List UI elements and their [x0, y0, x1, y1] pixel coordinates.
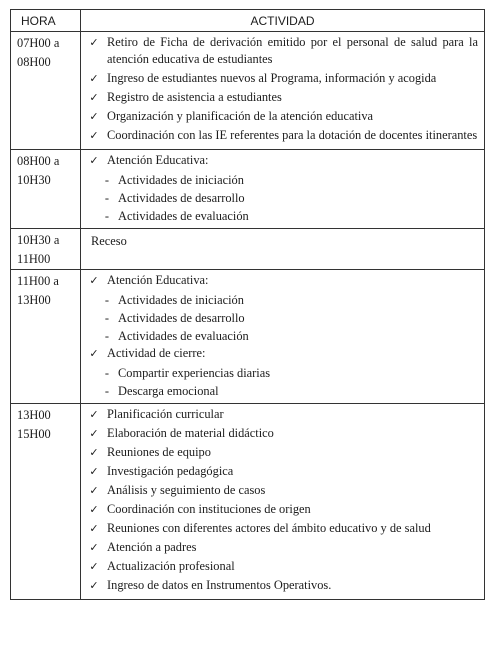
checkmark-icon: ✓: [89, 347, 99, 360]
header-row: [11, 10, 485, 32]
activity-text: Retiro de Ficha de derivación emitido por el personal de salud para la atención educativa de estudiantes: [107, 35, 478, 66]
activity-text: Reuniones con diferentes actores del ámbito educativo y de salud: [107, 521, 431, 535]
activity-text: Análisis y seguimiento de casos: [107, 483, 266, 497]
activity-item: [81, 501, 478, 518]
schedule-row: [11, 150, 485, 229]
time-cell: [11, 150, 81, 229]
time-cell: [11, 32, 81, 150]
activity-item: [81, 34, 478, 68]
time-line: 13H00: [17, 293, 51, 307]
schedule-document: [10, 9, 484, 649]
schedule-row: [11, 32, 485, 150]
activity-text: Atención a padres: [107, 540, 197, 554]
sub-activity: [96, 309, 478, 327]
activity-text: Planificación curricular: [107, 407, 224, 421]
activity-item: [81, 89, 478, 106]
time-line: 07H00 a: [17, 36, 60, 50]
activity-text: Ingreso de datos en Instrumentos Operativos.: [107, 578, 332, 592]
schedule-row: [11, 270, 485, 404]
checkmark-icon: ✓: [89, 274, 99, 287]
activity-item: [81, 108, 478, 125]
schedule-table: [10, 9, 485, 600]
activity-text: Coordinación con las IE referentes para la dotación de docentes itinerantes: [107, 128, 478, 142]
activity-item: [81, 558, 478, 575]
activity-text: Atención Educativa:: [107, 273, 209, 287]
time-cell: [11, 404, 81, 600]
schedule-body: [11, 32, 485, 600]
activity-item: [81, 70, 478, 87]
activity-text: Atención Educativa:: [107, 153, 209, 167]
activity-text: Investigación pedagógica: [107, 464, 234, 478]
sub-activity: [96, 327, 478, 345]
sub-activity: [96, 364, 478, 382]
checkmark-icon: ✓: [89, 427, 99, 440]
checkmark-icon: ✓: [89, 129, 99, 142]
schedule-row: [11, 229, 485, 270]
activity-item: [81, 272, 478, 289]
sub-activity: [96, 291, 478, 309]
checkmark-icon: ✓: [89, 154, 99, 167]
activity-cell: [81, 150, 485, 229]
activity-text: Elaboración de material didáctico: [107, 426, 274, 440]
checkmark-icon: ✓: [89, 541, 99, 554]
checkmark-icon: ✓: [89, 560, 99, 573]
dash-bullet-icon: -: [104, 366, 110, 380]
activity-item: [81, 152, 478, 169]
sub-activity-text: Actividades de iniciación: [118, 173, 244, 187]
time-line: 08H00: [17, 55, 51, 69]
activity-item: [81, 444, 478, 461]
sub-activity-text: Actividades de evaluación: [118, 209, 249, 223]
activity-item: [81, 482, 478, 499]
checkmark-icon: ✓: [89, 408, 99, 421]
dash-bullet-icon: -: [104, 209, 110, 223]
dash-bullet-icon: -: [104, 329, 110, 343]
checkmark-icon: ✓: [89, 484, 99, 497]
activity-cell: [81, 32, 485, 150]
header-hora: HORA: [11, 10, 81, 32]
activity-text: Coordinación con instituciones de origen: [107, 502, 311, 516]
activity-item: [81, 406, 478, 423]
time-line: 08H00 a: [17, 154, 60, 168]
activity-item: [81, 577, 478, 594]
time-line: 13H00: [17, 408, 51, 422]
checkmark-icon: ✓: [89, 91, 99, 104]
sub-activity-text: Actividades de desarrollo: [118, 191, 245, 205]
sub-activity: [96, 382, 478, 400]
checkmark-icon: ✓: [89, 72, 99, 85]
activity-item: [81, 520, 478, 537]
checkmark-icon: ✓: [89, 465, 99, 478]
activity-text: Actualización profesional: [107, 559, 235, 573]
sub-activity-text: Descarga emocional: [118, 384, 219, 398]
activity-cell: [81, 404, 485, 600]
dash-bullet-icon: -: [104, 311, 110, 325]
time-cell: [11, 229, 81, 270]
checkmark-icon: ✓: [89, 522, 99, 535]
activity-cell: Receso: [81, 229, 485, 270]
activity-text: Registro de asistencia a estudiantes: [107, 90, 282, 104]
activity-text: Actividad de cierre:: [107, 346, 206, 360]
activity-text: Reuniones de equipo: [107, 445, 211, 459]
dash-bullet-icon: -: [104, 191, 110, 205]
activity-item: [81, 463, 478, 480]
dash-bullet-icon: -: [104, 384, 110, 398]
checkmark-icon: ✓: [89, 503, 99, 516]
time-line: 11H00: [17, 252, 51, 266]
schedule-row: [11, 404, 485, 600]
sub-activity-text: Actividades de evaluación: [118, 329, 249, 343]
activity-text: Ingreso de estudiantes nuevos al Programa, información y acogida: [107, 71, 437, 85]
sub-activity-text: Actividades de desarrollo: [118, 311, 245, 325]
checkmark-icon: ✓: [89, 446, 99, 459]
activity-item: [81, 345, 478, 362]
sub-activity: [96, 207, 478, 225]
activity-item: [81, 127, 478, 144]
sub-activity-text: Actividades de iniciación: [118, 293, 244, 307]
dash-bullet-icon: -: [104, 293, 110, 307]
time-line: 15H00: [17, 427, 51, 441]
activity-text: Organización y planificación de la atención educativa: [107, 109, 374, 123]
sub-activity-text: Compartir experiencias diarias: [118, 366, 271, 380]
activity-cell: [81, 270, 485, 404]
activity-item: [81, 425, 478, 442]
time-line: 10H30: [17, 173, 51, 187]
checkmark-icon: ✓: [89, 110, 99, 123]
checkmark-icon: ✓: [89, 579, 99, 592]
time-line: 10H30 a: [17, 233, 60, 247]
sub-activity: [96, 189, 478, 207]
sub-activity: [96, 171, 478, 189]
activity-item: [81, 539, 478, 556]
time-line: 11H00 a: [17, 274, 59, 288]
dash-bullet-icon: -: [104, 173, 110, 187]
header-actividad: ACTIVIDAD: [81, 10, 485, 32]
checkmark-icon: ✓: [89, 36, 99, 49]
time-cell: [11, 270, 81, 404]
